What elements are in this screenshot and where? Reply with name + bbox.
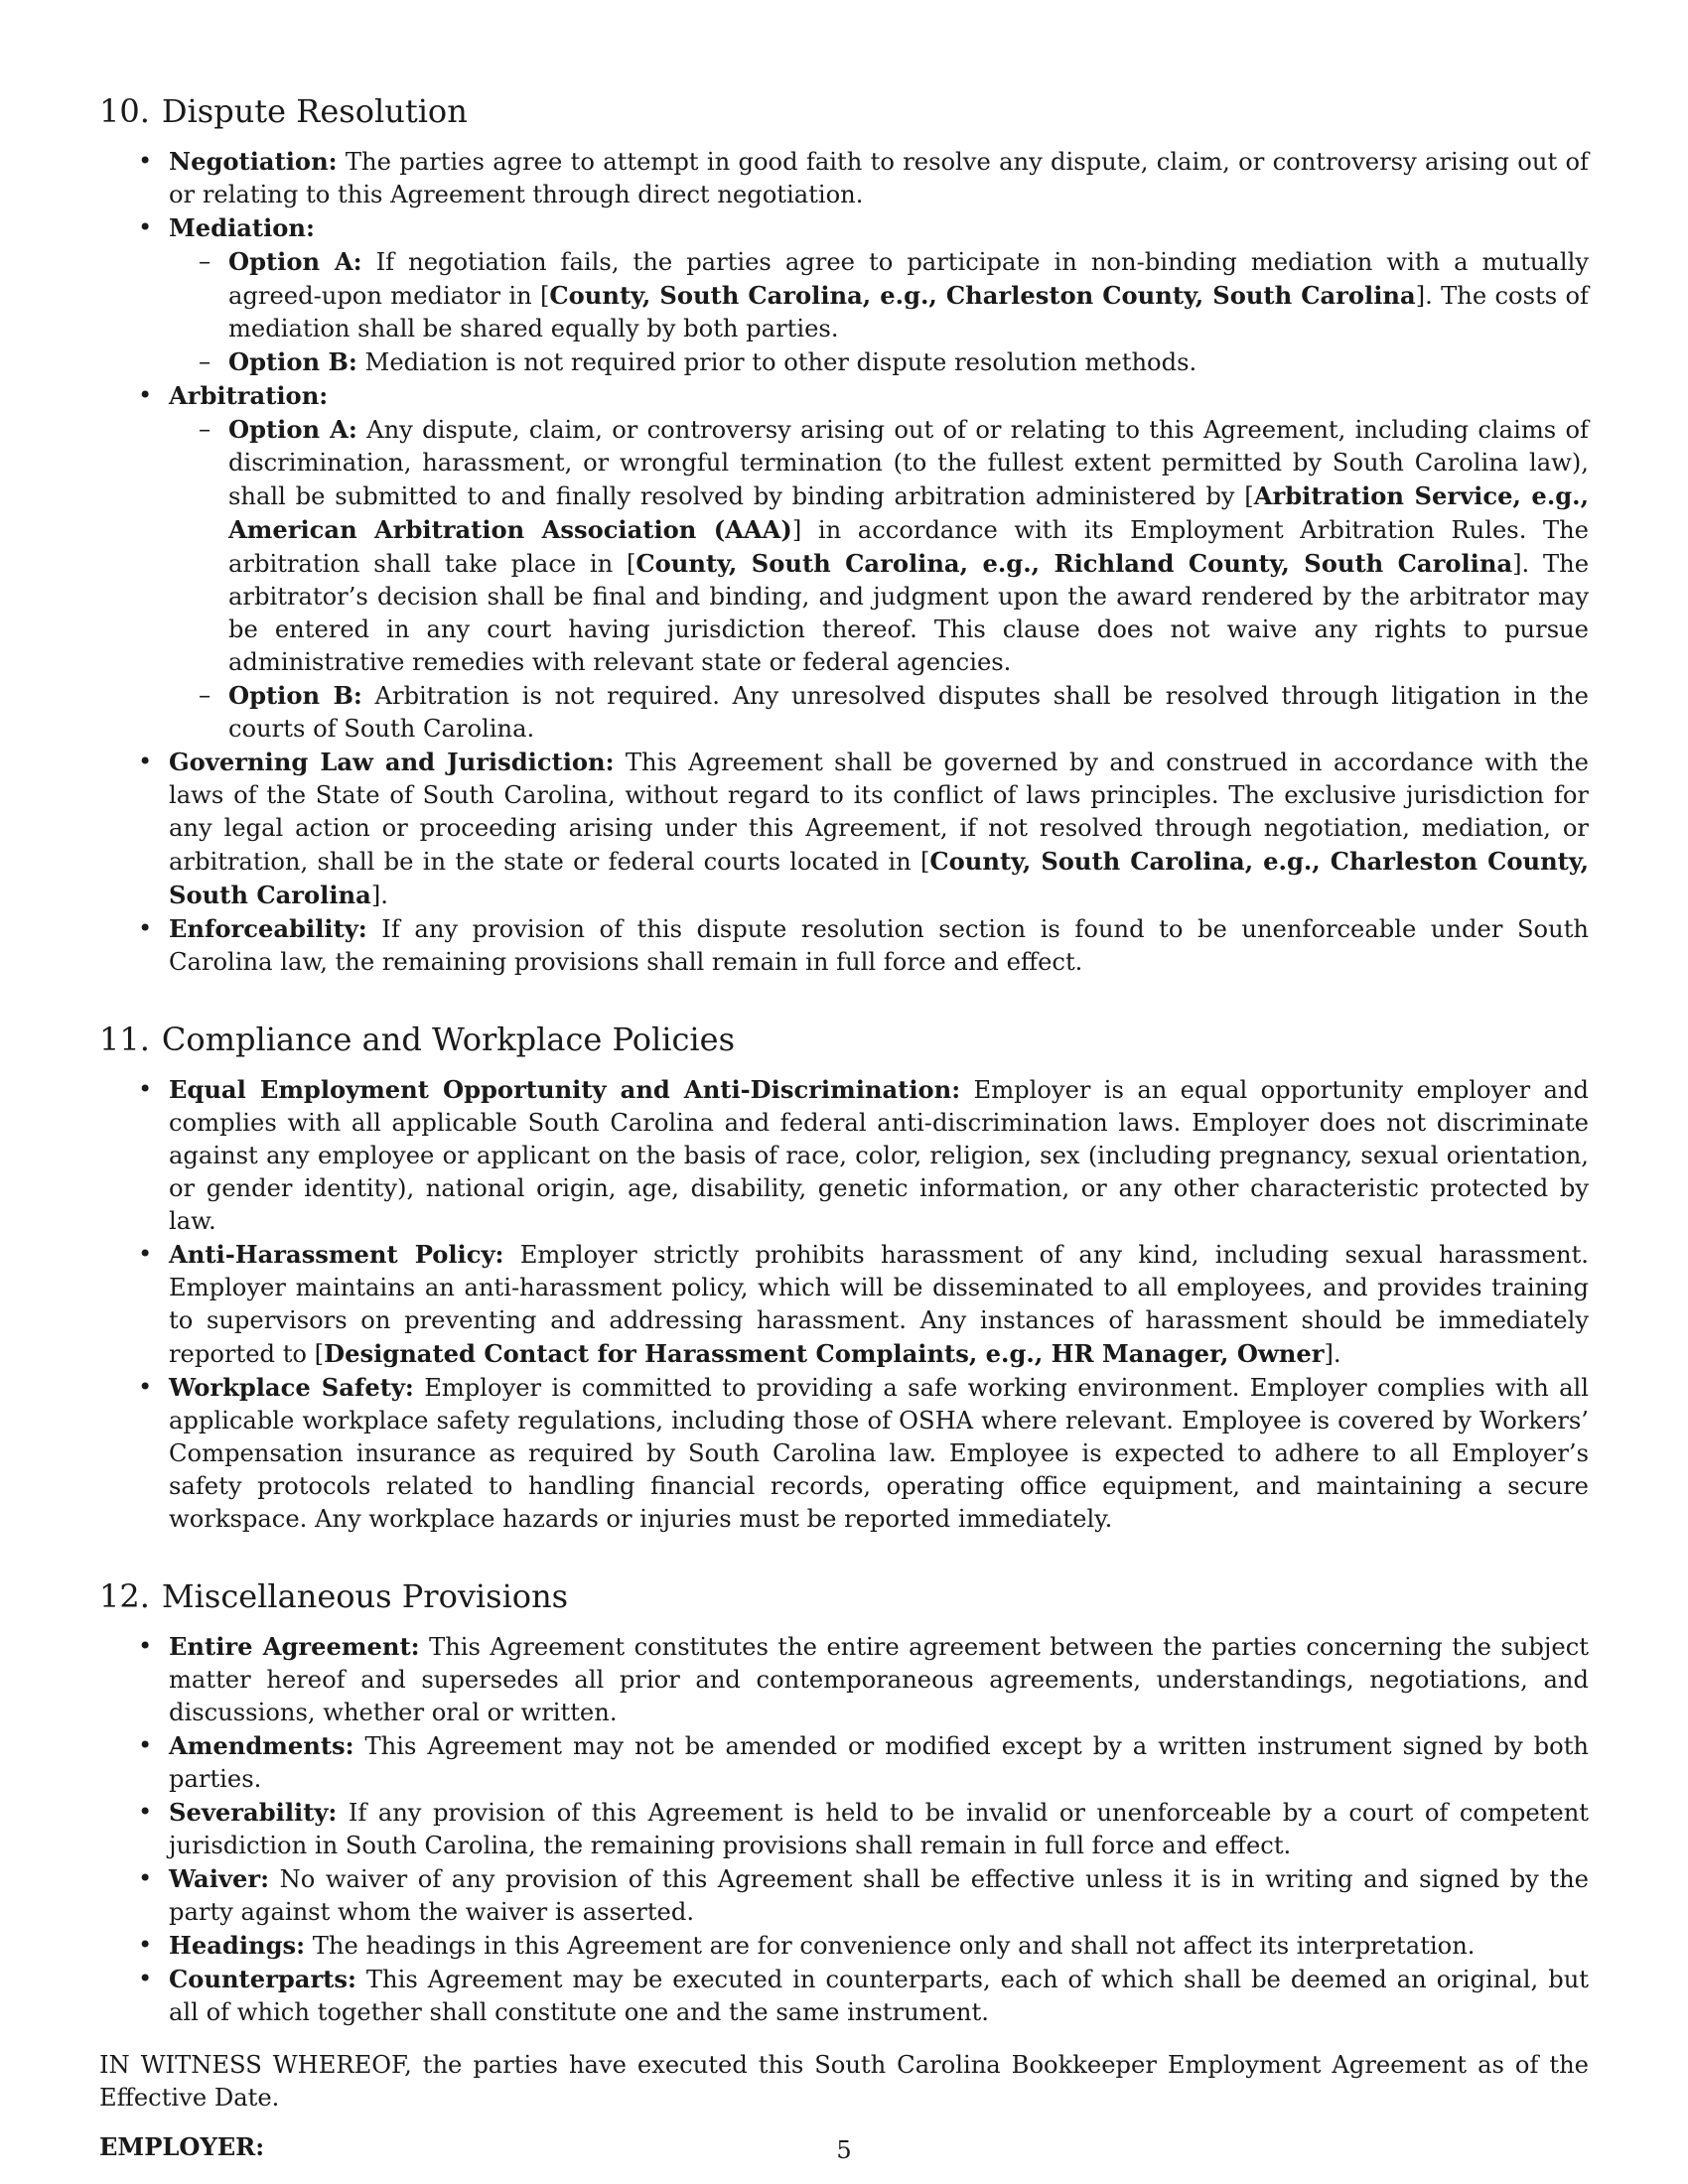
list-item-anti-harassment: • Anti-Harassment Policy: Employer strictly prohibits harassment of any kind, including sexual harassment. Employer maintains an anti-harassment policy, which will be disseminated to all employees, and provides training to supervisors on preventing and addressing harassment. Any instances of harassment should be immediately reported to [Designated Contact for Harassment Complaints, e.g., HR Manager, Owner]. (99, 1238, 1589, 1371)
page-number: 5 (836, 2136, 852, 2164)
document-page (99, 91, 1589, 2163)
list-item-headings: • Headings: The headings in this Agreement are for convenience only and shall not affect its interpretation. (99, 1929, 1589, 1963)
employer-signature-label: EMPLOYER: (99, 2132, 265, 2161)
section-heading: 11. Compliance and Workplace Policies (99, 1021, 735, 1058)
list-item-waiver: • Waiver: No waiver of any provision of this Agreement shall be effective unless it is in writing and signed by the party against whom the waiver is asserted. (99, 1862, 1589, 1929)
section-miscellaneous (99, 1576, 1589, 2029)
list-item-negotiation: • Negotiation: The parties agree to attempt in good faith to resolve any dispute, claim, or controversy arising out of or relating to this Agreement through direct negotiation. (99, 145, 1589, 211)
list-item-eeo: • Equal Employment Opportunity and Anti-Discrimination: Employer is an equal opportunity employer and complies with all applicable South Carolina and federal anti-discrimination laws. Employer does not discriminate against any employee or applicant on the basis of race, color, religion, sex (including pregnancy, sexual orientation, or gender identity), national origin, age, disability, genetic information, or any other characteristic protected by law. (99, 1073, 1589, 1238)
list-item-workplace-safety: • Workplace Safety: Employer is committed to providing a safe working environment. Employer complies with all applicable workplace safety regulations, including those of OSHA where relevant. Employee is covered by Workers’ Compensation insurance as required by South Carolina law. Employee is expected to adhere to all Employer’s safety protocols related to handling financial records, operating office equipment, and maintaining a secure workspace. Any workplace hazards or injuries must be reported immediately. (99, 1371, 1589, 1536)
sub-item-option-a: – Option A: Any dispute, claim, or controversy arising out of or relating to this Agreement, including claims of discrimination, harassment, or wrongful termination (to the fullest extent permitted by South Carolina law), shall be submitted to and finally resolved by binding arbitration administered by [Arbitration Service, e.g., American Arbitration Association (AAA)] in accordance with its Employment Arbitration Rules. The arbitration shall take place in [County, South Carolina, e.g., Richland County, South Carolina]. The arbitrator’s decision shall be final and binding, and judgment upon the award rendered by the arbitrator may be entered in any court having jurisdiction thereof. This clause does not waive any rights to pursue administrative remedies with relevant state or federal agencies. (169, 413, 1589, 679)
section-dispute-resolution (99, 91, 1589, 979)
section-list (99, 145, 1589, 979)
list-item-entire-agreement: • Entire Agreement: This Agreement constitutes the entire agreement between the parties concerning the subject matter hereof and supersedes all prior and contemporaneous agreements, understandings, negotiations, and discussions, whether oral or written. (99, 1630, 1589, 1729)
sub-item-option-b: – Option B: Mediation is not required prior to other dispute resolution methods. (169, 345, 1589, 379)
list-item-severability: • Severability: If any provision of this Agreement is held to be invalid or unenforceable by a court of competent jurisdiction in South Carolina, the remaining provisions shall remain in full force and effect. (99, 1796, 1589, 1862)
sub-item-option-a: – Option A: If negotiation fails, the parties agree to participate in non-binding mediation with a mutually agreed-upon mediator in [County, South Carolina, e.g., Charleston County, South Carolina]. The costs of mediation shall be shared equally by both parties. (169, 245, 1589, 345)
witness-clause: IN WITNESS WHEREOF, the parties have executed this South Carolina Bookkeeper Employment Agreement as of the Effective Date. (99, 2051, 1589, 2112)
list-item-counterparts: • Counterparts: This Agreement may be executed in counterparts, each of which shall be deemed an original, but all of which together shall constitute one and the same instrument. (99, 1963, 1589, 2029)
list-item-arbitration: • Arbitration: – Option A: Any dispute, claim, or controversy arising out of or relating to this Agreement, including claims of discrimination, harassment, or wrongful termination (to the fullest extent permitted by South Carolina law), shall be submitted to and finally resolved by binding arbitration administered by [Arbitration Service, e.g., American Arbitration Association (AAA)] in accordance with its Employment Arbitration Rules. The arbitration shall take place in [County, South Carolina, e.g., Richland County, South Carolina]. The arbitrator’s decision shall be final and binding, and judgment upon the award rendered by the arbitrator may be entered in any court having jurisdiction thereof. This clause does not waive any rights to pursue administrative remedies with relevant state or federal agencies. – Option B: Arbitration is not required. Any unresolved disputes shall be resolved through litigation in the courts of South Carolina. (99, 379, 1589, 746)
section-compliance (99, 1020, 1589, 1536)
list-item-governing-law: • Governing Law and Jurisdiction: This Agreement shall be governed by and construed in accordance with the laws of the State of South Carolina, without regard to its conflict of laws principles. The exclusive jurisdiction for any legal action or proceeding arising under this Agreement, if not resolved through negotiation, mediation, or arbitration, shall be in the state or federal courts located in [County, South Carolina, e.g., Charleston County, South Carolina]. (99, 746, 1589, 912)
list-item-enforceability: • Enforceability: If any provision of this dispute resolution section is found to be unenforceable under South Carolina law, the remaining provisions shall remain in full force and effect. (99, 912, 1589, 979)
list-item-amendments: • Amendments: This Agreement may not be amended or modified except by a written instrument signed by both parties. (99, 1729, 1589, 1796)
sub-list (169, 413, 1589, 746)
section-list (99, 1073, 1589, 1536)
section-list (99, 1630, 1589, 2029)
section-heading: 10. Dispute Resolution (99, 92, 468, 130)
sub-list (169, 245, 1589, 379)
list-item-mediation: • Mediation: – Option A: If negotiation fails, the parties agree to participate in non-binding mediation with a mutually agreed-upon mediator in [County, South Carolina, e.g., Charleston County, South Carolina]. The costs of mediation shall be shared equally by both parties. – Option B: Mediation is not required prior to other dispute resolution methods. (99, 211, 1589, 379)
section-heading: 12. Miscellaneous Provisions (99, 1577, 569, 1615)
sub-item-option-b: – Option B: Arbitration is not required. Any unresolved disputes shall be resolved through litigation in the courts of South Carolina. (169, 679, 1589, 746)
